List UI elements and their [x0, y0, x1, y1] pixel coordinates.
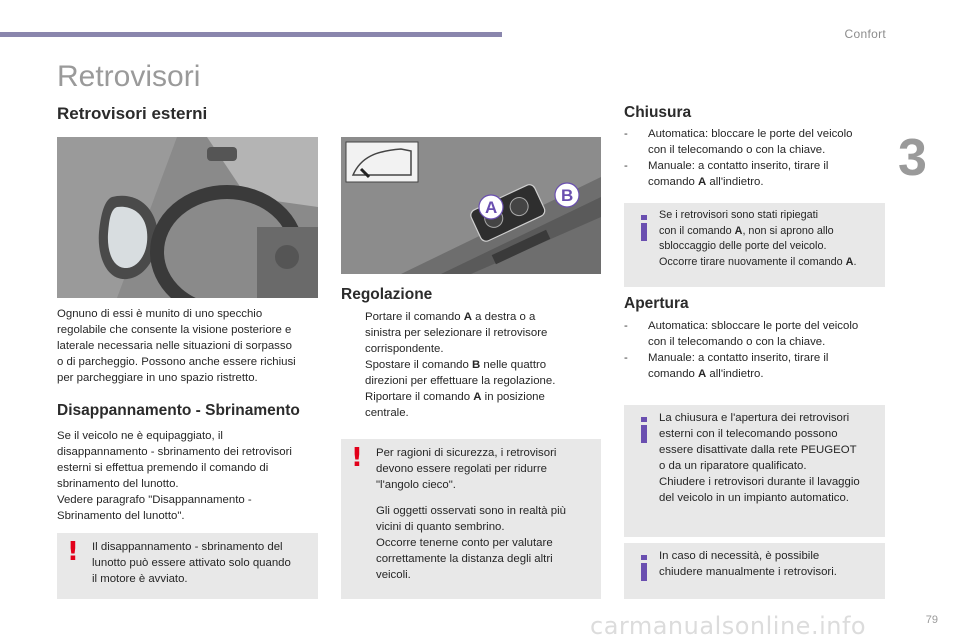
dash-marker: - — [624, 128, 628, 140]
header-accent-bar — [0, 32, 502, 37]
remote-info-text: La chiusura e l'apertura dei retrovisori esterni con il telecomando possono essere disattivate dalla rete PEUGEOT o da un riparatore qualificato. Chiudere i retrovisori durante il lavaggio del veicolo in un impianto automatico. — [659, 412, 860, 504]
opening-item-auto — [624, 318, 886, 350]
step-key: A — [463, 311, 473, 323]
closing-item-text-end: all'indietro. — [706, 176, 764, 188]
adjustment-step — [341, 357, 603, 389]
folded-info-end: . — [853, 255, 857, 268]
heading-closing: Chiusura — [624, 104, 692, 121]
step-text-end: a destra o a sinistra per selezionare il retrovisore corrispondente. — [365, 311, 548, 355]
callout-b-label: B — [561, 186, 574, 205]
defrost-warning-text: Il disappannamento - sbrinamento del lunotto può essere attivato solo quando il motore è avviato. — [92, 541, 291, 585]
step-key: A — [473, 391, 482, 403]
step-text-end: nelle quattro direzioni per effettuare la regolazione. — [365, 359, 556, 387]
adjustment-step — [341, 309, 603, 357]
adjustment-step — [341, 389, 603, 421]
safety-warning-text-1: Per ragioni di sicurezza, i retrovisori devono essere regolati per ridurre "l'angolo cieco". — [376, 447, 557, 491]
dash-marker: - — [624, 320, 628, 332]
folded-info-part-2: , non si aprono allo sbloccaggio delle porte del veicolo. Occorre tirare nuovamente il comando — [659, 224, 843, 268]
defrost-warning-box — [57, 533, 318, 599]
dash-marker: - — [624, 352, 628, 364]
folded-info-box — [624, 203, 885, 287]
chapter-number: 3 — [898, 129, 927, 187]
remote-info-box — [624, 405, 885, 537]
closing-list — [624, 126, 886, 190]
step-key: B — [472, 359, 481, 371]
closing-item-auto — [624, 126, 886, 158]
watermark: carmanualsonline.info — [590, 612, 867, 640]
closing-item-manual — [624, 158, 886, 190]
folded-info-text — [659, 208, 881, 270]
folded-info-key-2: A — [845, 255, 854, 268]
info-icon — [636, 555, 652, 581]
opening-item-text: Manuale: a contatto inserito, tirare il comando — [648, 352, 829, 380]
info-icon — [636, 215, 652, 241]
closing-item-text: Automatica: bloccare le porte del veicolo con il telecomando o con la chiave. — [648, 128, 853, 156]
callout-a-label: A — [485, 198, 498, 217]
mirror-illustration — [57, 137, 318, 298]
safety-warning-text-2: Gli oggetti osservati sono in realtà più vicini di quanto sembrino. Occorre tenerne conto per valutare correttamente la distanza degli altri veicoli. — [376, 505, 566, 581]
manual-info-text: In caso di necessità, è possibile chiudere manualmente i retrovisori. — [659, 550, 837, 578]
step-text: Portare il comando — [365, 311, 464, 323]
heading-external-mirrors: Retrovisori esterni — [57, 104, 208, 123]
opening-list — [624, 318, 886, 382]
warning-icon: ! — [67, 537, 79, 567]
section-label: Confort — [844, 27, 886, 41]
intro-paragraph: Ognuno di essi è munito di uno specchio regolabile che consente la visione posteriore e laterale necessaria nelle situazioni di sorpasso o di parcheggio. Possono anche essere richiusi per parcheggiare in uno spazio ristretto. — [57, 308, 296, 384]
info-icon — [636, 417, 652, 443]
opening-item-key: A — [698, 368, 707, 380]
folded-info-part: Se i retrovisori sono stati ripiegati con il comando — [659, 209, 819, 237]
opening-item-manual — [624, 350, 886, 382]
safety-warning-box — [341, 439, 601, 599]
heading-adjustment: Regolazione — [341, 286, 433, 303]
heading-defrost: Disappannamento - Sbrinamento — [57, 402, 300, 419]
opening-item-text: Automatica: sbloccare le porte del veicolo con il telecomando o con la chiave. — [648, 320, 859, 348]
dash-marker: - — [624, 160, 628, 172]
step-text: Riportare il comando — [365, 391, 474, 403]
door-switch-photo — [341, 137, 601, 274]
warning-icon: ! — [351, 443, 363, 473]
adjustment-steps — [341, 309, 603, 421]
mirror-interior-photo — [57, 137, 318, 298]
defrost-paragraph: Se il veicolo ne è equipaggiato, il disappannamento - sbrinamento dei retrovisori esterni si effettua premendo il comando di sbrinamento del lunotto. Vedere paragrafo "Disappannamento - Sbrinamento del lunotto". — [57, 430, 292, 522]
opening-item-text-end: all'indietro. — [706, 368, 764, 380]
page-title: Retrovisori — [57, 60, 201, 93]
step-text: Spostare il comando — [365, 359, 473, 371]
closing-item-key: A — [698, 176, 707, 188]
manual-info-box — [624, 543, 885, 599]
heading-opening: Apertura — [624, 295, 689, 312]
page-number: 79 — [925, 614, 938, 626]
step-text-end: in posizione centrale. — [365, 391, 545, 419]
closing-item-text: Manuale: a contatto inserito, tirare il comando — [648, 160, 829, 188]
folded-info-key: A — [734, 224, 743, 237]
